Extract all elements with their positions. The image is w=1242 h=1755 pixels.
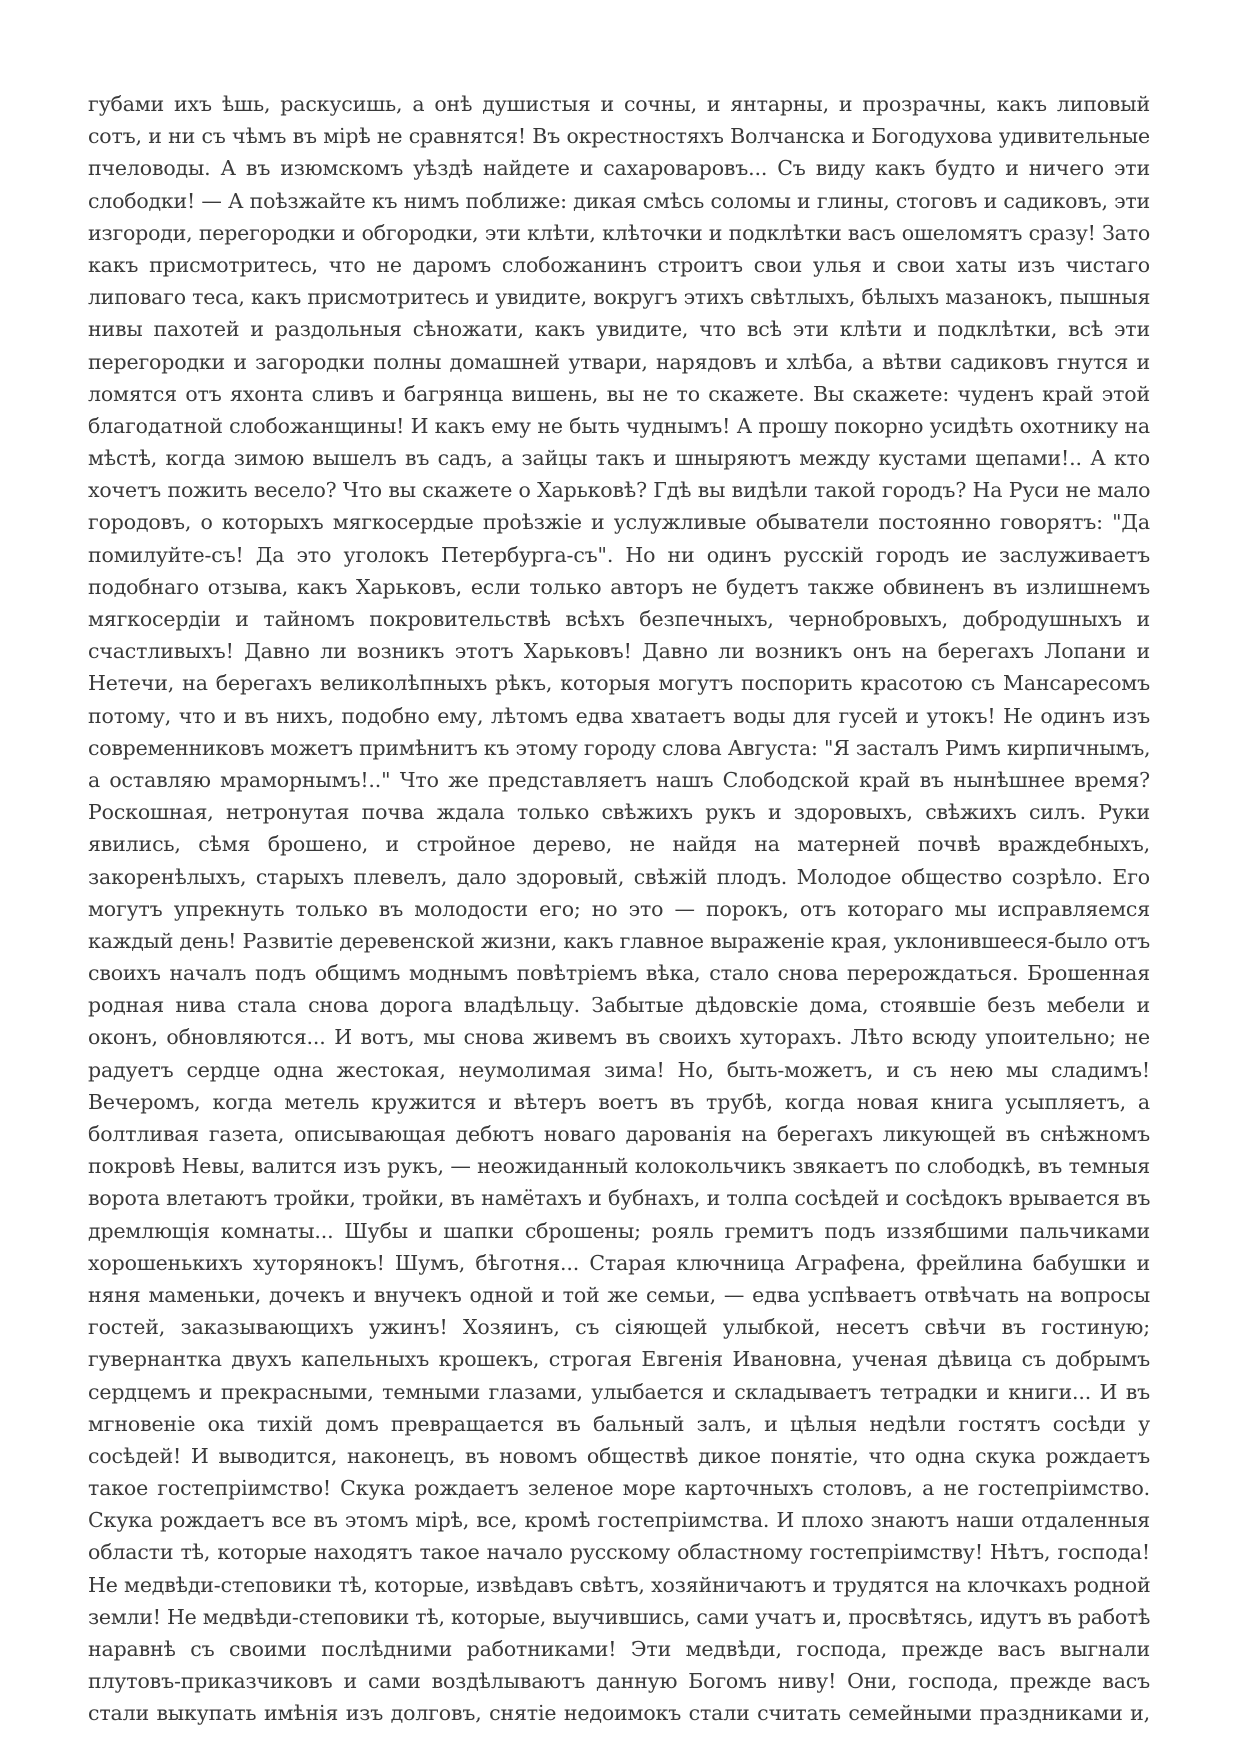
text-line: ворота влетаютъ тройки, тройки, въ намётахъ и бубнахъ, и толпа сосѣдей и сосѣдокъ врывается въ [88, 1186, 1151, 1211]
text-line: помилуйте-съ! Да это уголокъ Петербурга-съ". Но ни одинъ русскій городъ ие заслуживаетъ [88, 542, 1150, 567]
text-line: городовъ, о которыхъ мягкосердые проѣзжіе и услужливые обыватели постоянно говорятъ: "Да [88, 510, 1150, 535]
text-line: счастливыхъ! Давно ли возникъ этотъ Харьковъ! Давно ли возникъ онъ на берегахъ Лопани и [88, 639, 1150, 664]
text-line: болтливая газета, описывающая дебютъ новаго дарованія на берегахъ ликующей въ снѣжномъ [88, 1122, 1150, 1146]
text-line: мгновеніе ока тихій домъ превращается въ бальный залъ, и цѣлыя недѣли гостятъ сосѣди у [88, 1411, 1150, 1436]
text-line: нивы пахотей и раздольныя сѣножати, какъ увидите, что всѣ эти клѣти и подклѣтки, всѣ эти [88, 317, 1150, 342]
text-line: области тѣ, которые находятъ такое начало русскому областному гостепріимству! Нѣтъ, господа! [88, 1540, 1150, 1565]
text-line: губами ихъ ѣшь, раскусишь, а онѣ душистыя и сочны, и янтарны, и прозрачны, какъ липовый [88, 92, 1150, 116]
text-line: Скука рождаетъ все въ этомъ мірѣ, все, кромѣ гостепріимства. И плохо знаютъ наши отдаленныя [88, 1508, 1150, 1533]
body-text [88, 88, 1150, 1730]
text-line: хорошенькихъ хуторянокъ! Шумъ, бѣготня... Старая ключница Аграфена, фрейлина бабушки и [88, 1250, 1150, 1275]
text-line: потому, что и въ нихъ, подобно ему, лѣтомъ едва хватаетъ воды для гусей и утокъ! Не одинъ изъ [88, 703, 1150, 728]
text-line: слободки! — А поѣзжайте къ нимъ поближе: дикая смѣсь соломы и глины, стоговъ и садиковъ, эти [88, 188, 1150, 213]
text-line: оконъ, обновляются... И вотъ, мы снова живемъ въ своихъ хуторахъ. Лѣто всюду упоительно; не [88, 1025, 1150, 1050]
text-line: какъ присмотритесь, что не даромъ слобожанинъ строитъ свои улья и свои хаты изъ чистаго [88, 252, 1150, 277]
text-line: сотъ, и ни съ чѣмъ въ мірѣ не сравнятся! Въ окрестностяхъ Волчанска и Богодухова удивительные [88, 124, 1150, 149]
text-line: изгороди, перегородки и обгородки, эти клѣти, клѣточки и подклѣтки васъ ошеломятъ сразу! Зато [88, 220, 1150, 245]
text-line: радуетъ сердце одна жестокая, неумолимая зима! Но, быть-можетъ, и съ нею мы сладимъ! [88, 1057, 1150, 1082]
text-line: перегородки и загородки полны домашней утвари, нарядовъ и хлѣба, а вѣтви садиковъ гнутся и [88, 349, 1150, 374]
text-line: мягкосердіи и тайномъ покровительствѣ всѣхъ безпечныхъ, чернобровыхъ, добродушныхъ и [88, 607, 1150, 631]
text-line: явились, сѣмя брошено, и стройное дерево, не найдя на матерней почвѣ враждебныхъ, [88, 832, 1150, 857]
text-line: сосѣдей! И выводится, наконецъ, въ новомъ обществѣ дикое понятіе, что одна скука рождаетъ [88, 1443, 1150, 1468]
text-line: Вечеромъ, когда метель кружится и вѣтеръ воетъ въ трубѣ, когда новая книга усыпляетъ, а [88, 1089, 1150, 1114]
text-line: наравнѣ съ своими послѣдними работниками! Эти медвѣди, господа, прежде васъ выгнали [88, 1637, 1150, 1661]
text-line: своихъ началъ подъ общимъ моднымъ повѣтріемъ вѣка, стало снова перерождаться. Брошенная [88, 961, 1150, 986]
text-line: хочетъ пожить весело? Что вы скажете о Харьковѣ? Гдѣ вы видѣли такой городъ? На Руси не мало [88, 478, 1151, 503]
text-line: няня маменьки, дочекъ и внучекъ одной и той же семьи, — едва успѣваетъ отвѣчать на вопросы [88, 1282, 1150, 1307]
text-line: Роскошная, нетронутая почва ждала только свѣжихъ рукъ и здоровыхъ, свѣжихъ силъ. Руки [88, 800, 1150, 825]
text-line: закоренѣлыхъ, старыхъ плевелъ, дало здоровый, свѣжій плодъ. Молодое общество созрѣло. Его [88, 864, 1150, 889]
text-line: благодатной слобожанщины! И какъ ему не быть чуднымъ! А прошу покорно усидѣть охотнику на [88, 413, 1150, 438]
text-line: гувернантка двухъ капельныхъ крошекъ, строгая Евгенія Ивановна, ученая дѣвица съ добрымъ [88, 1347, 1150, 1372]
text-line: пчеловоды. А въ изюмскомъ уѣздѣ найдете и сахароваровъ... Съ виду какъ будто и ничего эти [88, 156, 1150, 181]
text-line: родная нива стала снова дорога владѣльцу. Забытые дѣдовскіе дома, стоявшіе безъ мебели и [88, 993, 1150, 1018]
text-line: дремлющія комнаты... Шубы и шапки сброшены; рояль гремитъ подъ иззябшими пальчиками [88, 1218, 1150, 1243]
text-line: такое гостепріимство! Скука рождаетъ зеленое море карточныхъ столовъ, а не гостепріимство. [88, 1476, 1150, 1501]
text-line: покровѣ Невы, валится изъ рукъ, — неожиданный колокольчикъ звякаетъ по слободкѣ, въ темныя [88, 1154, 1150, 1179]
text-line: каждый день! Развитіе деревенской жизни, какъ главное выраженіе края, уклонившееся-было отъ [88, 928, 1150, 953]
text-line: гостей, заказывающихъ ужинъ! Хозяинъ, съ сіяющей улыбкой, несетъ свѣчи въ гостиную; [88, 1315, 1150, 1340]
text-line: земли! Не медвѣди-степовики тѣ, которые, выучившись, сами учатъ и, просвѣтясь, идутъ въ работѣ [88, 1604, 1151, 1629]
text-line: ломятся отъ яхонта сливъ и багрянца вишень, вы не то скажете. Вы скажете: чуденъ край этой [88, 381, 1150, 406]
text-line: Нетечи, на берегахъ великолѣпныхъ рѣкъ, которыя могутъ поспорить красотою съ Мансаресомъ [88, 671, 1150, 696]
text-line: современниковъ можетъ примѣнитъ къ этому городу слова Августа: "Я засталъ Римъ кирпичнымъ, [88, 735, 1151, 760]
text-line: стали выкупать имѣнія изъ долговъ, снятіе недоимокъ стали считать семейными праздниками и, [88, 1701, 1150, 1726]
text-line: липоваго теса, какъ присмотритесь и увидите, вокругъ этихъ свѣтлыхъ, бѣлыхъ мазанокъ, пышныя [88, 285, 1151, 310]
text-line: сердцемъ и прекрасными, темными глазами, улыбается и складываетъ тетрадки и книги... И въ [88, 1379, 1150, 1404]
text-line: Не медвѣди-степовики тѣ, которые, извѣдавъ свѣтъ, хозяйничаютъ и трудятся на клочкахъ родной [88, 1572, 1151, 1597]
text-line: а оставляю мраморнымъ!.." Что же представляетъ нашъ Слободской край въ нынѣшнее время? [88, 767, 1150, 792]
text-line: мѣстѣ, когда зимою вышелъ въ садъ, а зайцы такъ и шныряютъ между кустами щепами!.. А кто [88, 446, 1150, 471]
text-line: подобнаго отзыва, какъ Харьковъ, если только авторъ не будетъ также обвиненъ въ излишнемъ [88, 574, 1150, 599]
text-line: плутовъ-приказчиковъ и сами воздѣлываютъ данную Богомъ ниву! Они, господа, прежде васъ [88, 1669, 1150, 1694]
text-line: могутъ упрекнуть только въ молодости его; но это — порокъ, отъ котораго мы исправляемся [88, 896, 1150, 921]
